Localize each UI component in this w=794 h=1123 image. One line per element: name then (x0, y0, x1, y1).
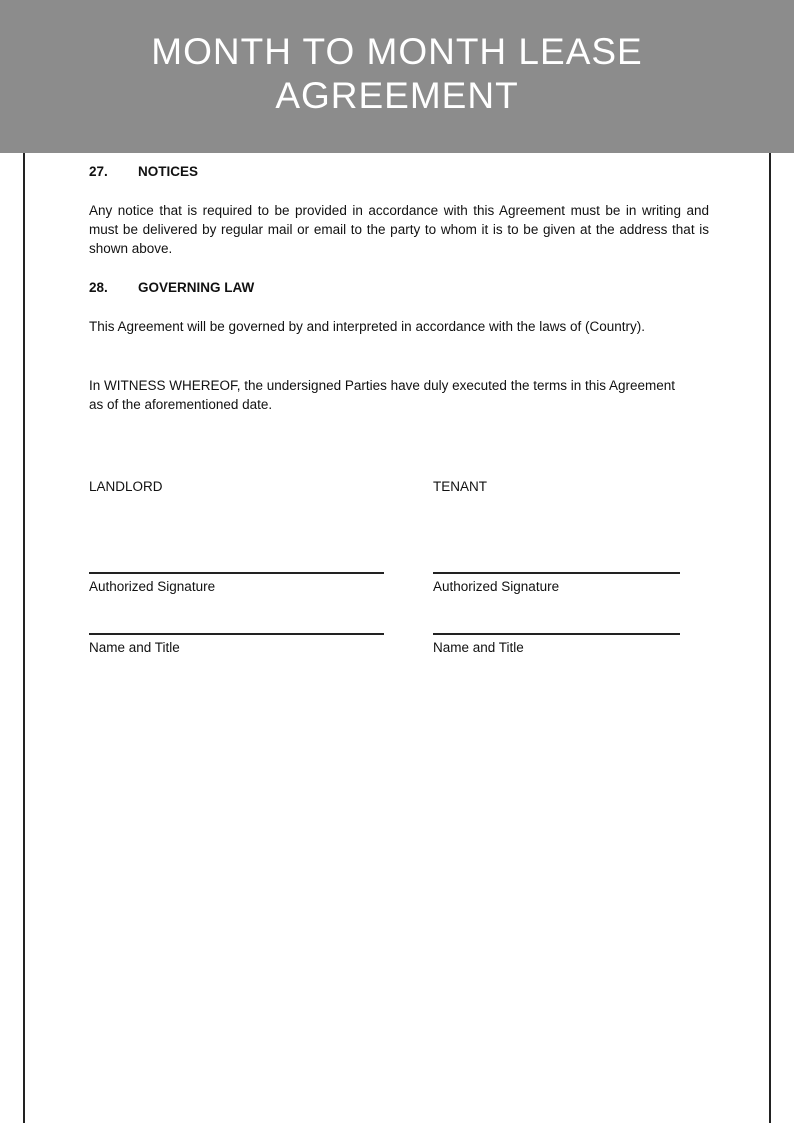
page-border-left (23, 153, 25, 1123)
section-27-heading: NOTICES (138, 164, 199, 179)
tenant-name-label: Name and Title (433, 640, 524, 655)
section-28-number: 28. (89, 280, 108, 295)
section-28-text: This Agreement will be governed by and interpreted in accordance with the laws of (Country). (89, 319, 646, 334)
section-27-text: Any notice that is required to be provided in accordance with this Agreement must be in writing and must be delivered by regular mail or email to the party to whom it is to be given at the address that is shown above. (89, 203, 709, 256)
landlord-signature-label: Authorized Signature (89, 579, 216, 594)
section-28-heading: GOVERNING LAW (138, 280, 255, 295)
landlord-name-line[interactable] (89, 633, 384, 635)
tenant-label: TENANT (433, 479, 487, 494)
title-line-2: AGREEMENT (275, 75, 519, 116)
tenant-signature-line[interactable] (433, 572, 680, 574)
witness-text: In WITNESS WHEREOF, the undersigned Parties have duly executed the terms in this Agreement as of the aforementioned date. (89, 378, 676, 412)
landlord-signature-line[interactable] (89, 572, 384, 574)
tenant-name-line[interactable] (433, 633, 680, 635)
landlord-name-label: Name and Title (89, 640, 180, 655)
section-27-number: 27. (89, 164, 108, 179)
title-banner (0, 0, 794, 153)
title-line-1: MONTH TO MONTH LEASE (151, 31, 643, 72)
tenant-signature-label: Authorized Signature (433, 579, 560, 594)
page-border-right (769, 153, 771, 1123)
landlord-label: LANDLORD (89, 479, 163, 494)
